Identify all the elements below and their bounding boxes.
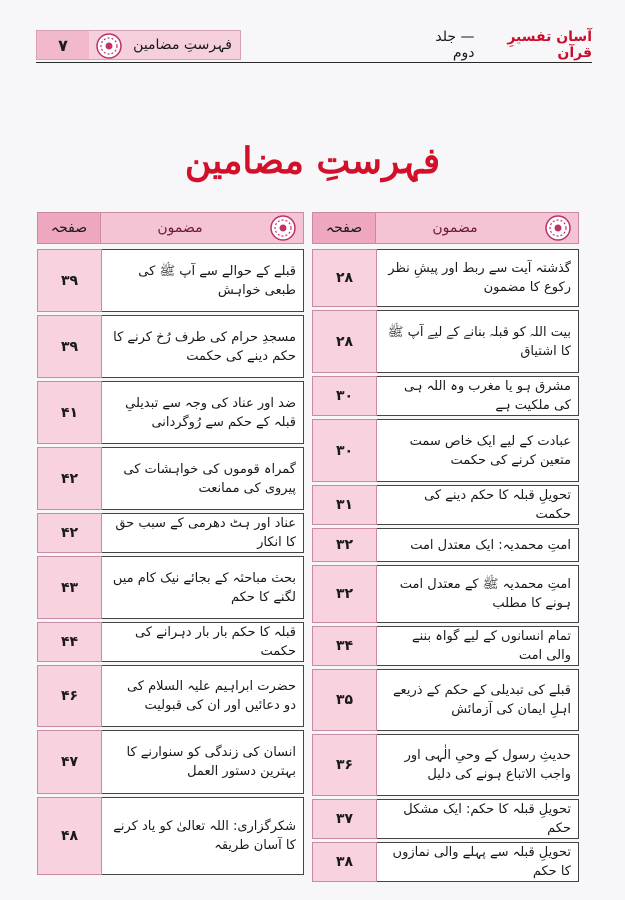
toc-row[interactable]	[37, 447, 304, 510]
column-header	[37, 212, 304, 244]
book-title: آسان تفسیرِ قرآن	[507, 29, 592, 61]
toc-topic: تحویلِ قبلہ کا حکم: ایک مشکل حکم	[377, 799, 579, 839]
toc-row[interactable]	[312, 485, 579, 525]
toc-topic: گذشتہ آیت سے ربط اور پیشِ نظر رکوع کا مضمون	[377, 249, 579, 307]
toc-topic: انسان کی زندگی کو سنوارنے کا بہترین دستور العمل	[102, 730, 304, 794]
toc-column-left	[37, 212, 304, 878]
toc-row[interactable]	[312, 799, 579, 839]
toc-topic: قبلے کے حوالے سے آپ ﷺ کی طبعی خواہش	[102, 249, 304, 312]
header-book-info	[417, 30, 592, 60]
toc-row[interactable]	[312, 310, 579, 373]
toc-row[interactable]	[312, 249, 579, 307]
toc-page: ۳۲	[312, 565, 377, 623]
column-header-page: صفحہ	[38, 213, 101, 243]
toc-topic: تحویلِ قبلہ سے پہلے والی نمازوں کا حکم	[377, 842, 579, 882]
toc-table	[37, 246, 304, 878]
toc-row[interactable]	[37, 730, 304, 794]
toc-page: ۲۸	[312, 249, 377, 307]
running-header	[36, 30, 592, 63]
header-section-title: فہرستِ مضامین	[133, 37, 232, 53]
toc-topic: امتِ محمدیہ: ایک معتدل امت	[377, 528, 579, 562]
toc-page: ۳۴	[312, 626, 377, 666]
toc-topic: عناد اور ہٹ دھرمی کے سبب حق کا انکار	[102, 513, 304, 553]
toc-topic: امتِ محمدیہ ﷺ کے معتدل امت ہونے کا مطلب	[377, 565, 579, 623]
toc-row[interactable]	[312, 419, 579, 482]
toc-row[interactable]	[312, 626, 579, 666]
toc-page: ۳۰	[312, 376, 377, 416]
toc-row[interactable]	[312, 842, 579, 882]
toc-page: ۳۱	[312, 485, 377, 525]
toc-row[interactable]	[37, 797, 304, 875]
toc-row[interactable]	[37, 315, 304, 378]
toc-page: ۴۶	[37, 665, 102, 727]
toc-page: ۳۸	[312, 842, 377, 882]
rosette-icon	[269, 214, 297, 242]
toc-row[interactable]	[312, 528, 579, 562]
toc-page: ۴۸	[37, 797, 102, 875]
page-title: فہرستِ مضامین	[184, 140, 441, 182]
toc-row[interactable]	[37, 381, 304, 444]
toc-page: ۳۹	[37, 249, 102, 312]
toc-page: ۴۷	[37, 730, 102, 794]
column-header-page: صفحہ	[313, 213, 376, 243]
toc-topic: حضرت ابراہیم علیہ السلام کی دو دعائیں اور ان کی قبولیت	[102, 665, 304, 727]
toc-row[interactable]	[37, 513, 304, 553]
toc-topic: قبلہ کا حکم بار بار دہرانے کی حکمت	[102, 622, 304, 662]
toc-topic: قبلے کی تبدیلی کے حکم کے ذریعے اہلِ ایمان کی آزمائش	[377, 669, 579, 731]
toc-row[interactable]	[37, 249, 304, 312]
toc-topic: عبادت کے لیے ایک خاص سمت متعین کرنے کی حکمت	[377, 419, 579, 482]
column-header-topic: مضمون	[432, 220, 478, 236]
volume-label: — جلد دوم	[435, 29, 475, 61]
toc-topic: بحث مباحثہ کے بجائے نیک کام میں لگنے کا حکم	[102, 556, 304, 619]
toc-topic: بیت اللہ کو قبلہ بنانے کے لیے آپ ﷺ کا اشتیاق	[377, 310, 579, 373]
toc-row[interactable]	[312, 734, 579, 796]
toc-page: ۲۸	[312, 310, 377, 373]
toc-topic: تمام انسانوں کے لیے گواہ بننے والی امت	[377, 626, 579, 666]
toc-topic: گمراہ قوموں کی خواہشات کی پیروی کی ممانعت	[102, 447, 304, 510]
page-number: ۷	[37, 31, 89, 59]
toc-row[interactable]	[37, 556, 304, 619]
header-section-box	[36, 30, 241, 60]
toc-row[interactable]	[312, 669, 579, 731]
toc-page: ۳۵	[312, 669, 377, 731]
rosette-icon	[544, 214, 572, 242]
column-header	[312, 212, 579, 244]
toc-topic: حدیثِ رسول کے وحیِ الٰہی اور واجب الاتباع ہونے کی دلیل	[377, 734, 579, 796]
toc-table	[312, 246, 579, 885]
toc-page: ۴۱	[37, 381, 102, 444]
toc-page: ۴۴	[37, 622, 102, 662]
toc-page: ۳۶	[312, 734, 377, 796]
toc-topic: ضد اور عناد کی وجہ سے تبدیلیِ قبلہ کے حکم سے رُوگردانی	[102, 381, 304, 444]
toc-column-right	[312, 212, 579, 885]
toc-row[interactable]	[312, 565, 579, 623]
toc-row[interactable]	[312, 376, 579, 416]
column-header-topic: مضمون	[157, 220, 203, 236]
toc-page: ۳۰	[312, 419, 377, 482]
toc-topic: تحویلِ قبلہ کا حکم دینے کی حکمت	[377, 485, 579, 525]
toc-topic: مسجدِ حرام کی طرف رُخ کرنے کا حکم دینے کی حکمت	[102, 315, 304, 378]
toc-page: ۴۳	[37, 556, 102, 619]
toc-page: ۳۹	[37, 315, 102, 378]
toc-page: ۳۷	[312, 799, 377, 839]
rosette-icon	[95, 32, 123, 60]
toc-topic: شکرگزاری: اللہ تعالیٰ کو یاد کرنے کا آسان طریقہ	[102, 797, 304, 875]
toc-row[interactable]	[37, 665, 304, 727]
toc-page: ۳۲	[312, 528, 377, 562]
toc-page: ۴۲	[37, 447, 102, 510]
toc-page: ۴۲	[37, 513, 102, 553]
toc-topic: مشرق ہو یا مغرب وہ اللہ ہی کی ملکیت ہے	[377, 376, 579, 416]
toc-row[interactable]	[37, 622, 304, 662]
